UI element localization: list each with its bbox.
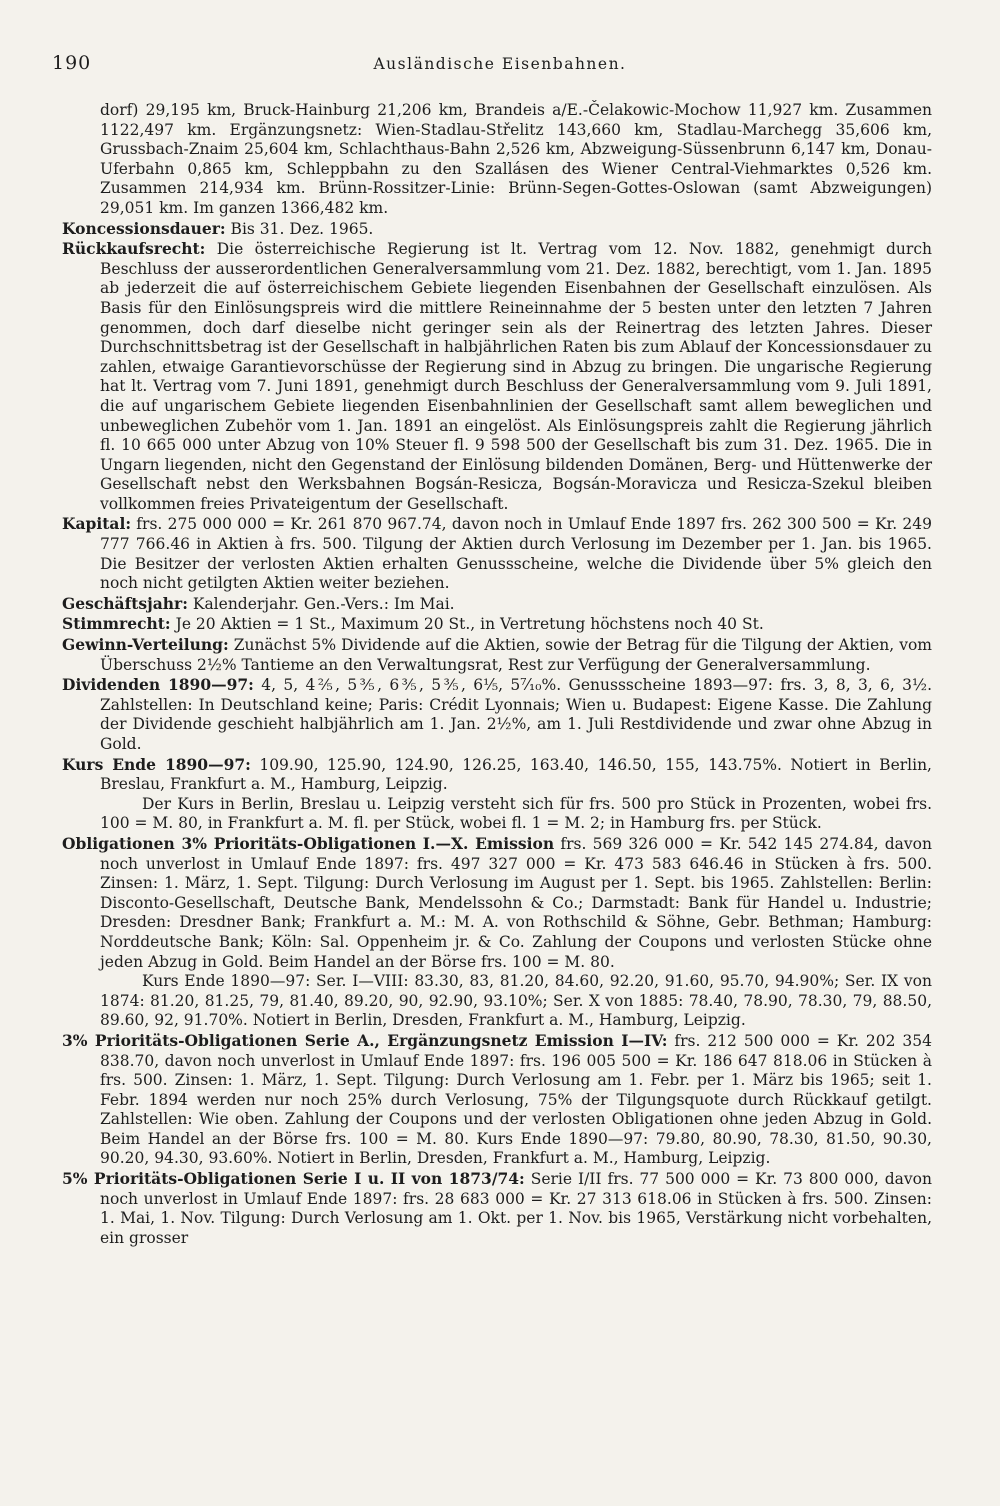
entry-text: Kalenderjahr. Gen.-Vers.: Im Mai.	[187, 594, 455, 613]
entry-koncessionsdauer	[62, 219, 932, 240]
entry-text: Bis 31. Dez. 1965.	[225, 219, 374, 238]
entry-text: Zunächst 5% Dividende auf die Aktien, sowie der Betrag für die Tilgung der Aktien, vom Überschuss 2½% Tantieme an den Verwaltungsrat, Rest zur Verfügung der Generalversammlung.	[100, 636, 932, 674]
entry-label: Dividenden 1890—97:	[62, 675, 254, 695]
running-title: Ausländische Eisenbahnen.	[373, 55, 627, 73]
entry-label: Obligationen 3% Prioritäts-Obligationen I.—X. Emission	[62, 833, 555, 853]
entry-stimmrecht	[62, 614, 932, 635]
page-header	[0, 52, 1000, 76]
entry-text: Je 20 Aktien = 1 St., Maximum 20 St., in Vertretung höchstens noch 40 St.	[170, 615, 764, 634]
entry-text: frs. 569 326 000 = Kr. 542 145 274.84, davon noch unverlost in Umlauf Ende 1897: frs. 497 327 000 = Kr. 473 583 646.46 in Stücken à frs. 500. Zinsen: 1. März, 1. Sept. Tilgung: Durch Verlosung im August per 1. Sept. bis 1965. Zahlstellen: Berlin: Disconto-Gesellschaft, Deutsche Bank, Mendelssohn & Co.; Darmstadt: Bank für Handel u. Industrie; Dresden: Dresdner Bank; Frankfurt a. M.: M. A. von Rothschild & Söhne, Gebr. Bethman; Hamburg: Norddeutsche Bank; Köln: Sal. Oppenheim jr. & Co. Zahlung der Coupons und verlosten Stücke ohne jeden Abzug in Gold. Beim Handel an der Börse frs. 100 = M. 80.	[100, 834, 932, 971]
entry-text: Die österreichische Regierung ist lt. Vertrag vom 12. Nov. 1882, genehmigt durch Beschluss der ausserordentlichen Generalversammlung vom 21. Dez. 1882, berechtigt, vom 1. Jan. 1895 ab jederzeit die auf österreichischem Gebiete liegenden Eisenbahnen der Gesellschaft einzulösen. Als Basis für den Einlösungspreis wird die mittlere Reineinnahme der 5 besten unter den letzten 7 Jahren genommen, doch darf dieselbe nicht geringer sein als der Reinertrag des letzten Jahres. Dieser Durchschnittsbetrag ist der Gesellschaft in halbjährlichen Raten bis zum Ablauf der Koncessionsdauer zu zahlen, etwaige Garantievorschüsse der Regierung sind in Abzug zu bringen. Die ungarische Regierung hat lt. Vertrag vom 7. Juni 1891, genehmigt durch Beschluss der Generalversammlung vom 9. Juli 1891, die auf ungarischem Gebiete liegenden Eisenbahnlinien der Gesellschaft samt allem beweglichen und unbeweglichen Zubehör vom 1. Jan. 1891 an eingelöst. Als Einlösungspreis zahlt die Regierung jährlich fl. 10 665 000 unter Abzug von 10% Steuer fl. 9 598 500 der Gesellschaft bis zum 31. Dez. 1965. Die in Ungarn liegenden, nicht den Gegenstand der Einlösung bildenden Domänen, Berg- und Hüttenwerke der Gesellschaft nebst den Werksbahnen Bogsán-Resicza, Bogsán-Moravicza und Resicza-Szekul bleiben vollkommen freies Privateigentum der Gesellschaft.	[100, 240, 932, 513]
page-number: 190	[52, 52, 92, 74]
entry-text: 4, 5, 4⅖, 5⅗, 6⅗, 5⅗, 6⅕, 5⁷⁄₁₀%. Genussscheine 1893—97: frs. 3, 8, 3, 6, 3½. Zahlstellen: In Deutschland keine; Paris: Crédit Lyonnais; Wien u. Budapest: Eigene Kasse. Die Zahlung der Dividende geschieht halbjährlich am 1. Jan. 2½%, am 1. Juli Restdividende und zwar ohne Abzug in Gold.	[100, 676, 932, 753]
entry-obligationen-3pct	[62, 834, 932, 972]
paragraph-kurs-note: Der Kurs in Berlin, Breslau u. Leipzig versteht sich für frs. 500 pro Stück in Prozenten, wobei frs. 100 = M. 80, in Frankfurt a. M. fl. per Stück, wobei fl. 1 = M. 2; in Hamburg frs. per Stück.	[100, 794, 932, 833]
entry-geschaeftsjahr	[62, 594, 932, 615]
entry-text: 109.90, 125.90, 124.90, 126.25, 163.40, 146.50, 155, 143.75%. Notiert in Berlin, Breslau, Frankfurt a. M., Hamburg, Leipzig.	[100, 755, 932, 794]
entry-label: Geschäftsjahr:	[62, 593, 188, 613]
entry-label: Koncessionsdauer:	[62, 218, 226, 238]
entry-label: 3% Prioritäts-Obligationen Serie A., Ergänzungsnetz Emission I—IV:	[62, 1030, 668, 1050]
entry-label: Stimmrecht:	[62, 614, 171, 634]
entry-label: Gewinn-Verteilung:	[62, 635, 229, 655]
entry-label: 5% Prioritäts-Obligationen Serie I u. II von 1873/74:	[62, 1169, 525, 1189]
paragraph-obligationen-kurs: Kurs Ende 1890—97: Ser. I—VIII: 83.30, 83, 81.20, 84.60, 92.20, 91.60, 95.70, 94.90%; Ser. IX von 1874: 81.20, 81.25, 79, 81.40, 89.20, 90, 92.90, 93.10%; Ser. X von 1885: 78.40, 78.90, 78.30, 79, 88.50, 89.60, 92, 91.70%. Notiert in Berlin, Dresden, Frankfurt a. M., Hamburg, Leipzig.	[100, 972, 932, 1030]
entry-text: frs. 212 500 000 = Kr. 202 354 838.70, davon noch unverlost in Umlauf Ende 1897: frs. 196 005 500 = Kr. 186 647 818.06 in Stücken à frs. 500. Zinsen: 1. März, 1. Sept. Tilgung: Durch Verlosung am 1. Febr. per 1. März bis 1965; seit 1. Febr. 1894 werden nur noch 25% durch Verlosung, 75% der Tilgungsquote durch Rückkauf getilgt. Zahlstellen: Wie oben. Zahlung der Coupons und der verlosten Obligationen ohne jeden Abzug in Gold. Beim Handel an der Börse frs. 100 = M. 80. Kurs Ende 1890—97: 79.80, 80.90, 78.30, 81.50, 90.30, 90.20, 94.30, 93.60%. Notiert in Berlin, Dresden, Frankfurt a. M., Hamburg, Leipzig.	[100, 1031, 932, 1168]
entry-obligationen-serie-a	[62, 1031, 932, 1169]
page-body	[62, 101, 932, 1248]
entry-text: frs. 275 000 000 = Kr. 261 870 967.74, davon noch in Umlauf Ende 1897 frs. 262 300 500 = Kr. 249 777 766.46 in Aktien à frs. 500. Tilgung der Aktien durch Verlosung im Dezember per 1. Jan. bis 1965. Die Besitzer der verlosten Aktien erhalten Genussscheine, welche die Dividende über 5% gleich den noch nicht getilgten Aktien weiter beziehen.	[100, 515, 932, 593]
paragraph-continuation: dorf) 29,195 km, Bruck-Hainburg 21,206 km, Brandeis a/E.-Čelakowic-Mochow 11,927 km. Zusammen 1122,497 km. Ergänzungsnetz: Wien-Stadlau-Střelitz 143,660 km, Stadlau-Marchegg 35,606 km, Grussbach-Znaim 25,604 km, Schlachthaus-Bahn 2,526 km, Abzweigung-Süssenbrunn 6,147 km, Donau-Uferbahn 0,865 km, Schleppbahn zu den Szallásen des Wiener Central-Viehmarktes 0,526 km. Zusammen 214,934 km. Brünn-Rossitzer-Linie: Brünn-Segen-Gottes-Oslowan (samt Abzweigungen) 29,051 km. Im ganzen 1366,482 km.	[100, 101, 932, 217]
entry-rueckkaufsrecht	[62, 239, 932, 514]
entry-kapital	[62, 514, 932, 593]
entry-dividenden	[62, 675, 932, 754]
entry-text: Serie I/II frs. 77 500 000 = Kr. 73 800 000, davon noch unverlost in Umlauf Ende 1897: frs. 28 683 000 = Kr. 27 313 618.06 in Stücken à frs. 500. Zinsen: 1. Mai, 1. Nov. Tilgung: Durch Verlosung am 1. Okt. per 1. Nov. bis 1965, Verstärkung nicht vorbehalten, ein grosser	[100, 1170, 932, 1247]
entry-label: Kapital:	[62, 514, 132, 534]
entry-obligationen-5pct	[62, 1169, 932, 1248]
entry-kurs	[62, 755, 932, 795]
entry-label: Kurs Ende 1890—97:	[62, 754, 251, 774]
entry-label: Rückkaufsrecht:	[62, 239, 206, 259]
entry-gewinn-verteilung	[62, 635, 932, 675]
